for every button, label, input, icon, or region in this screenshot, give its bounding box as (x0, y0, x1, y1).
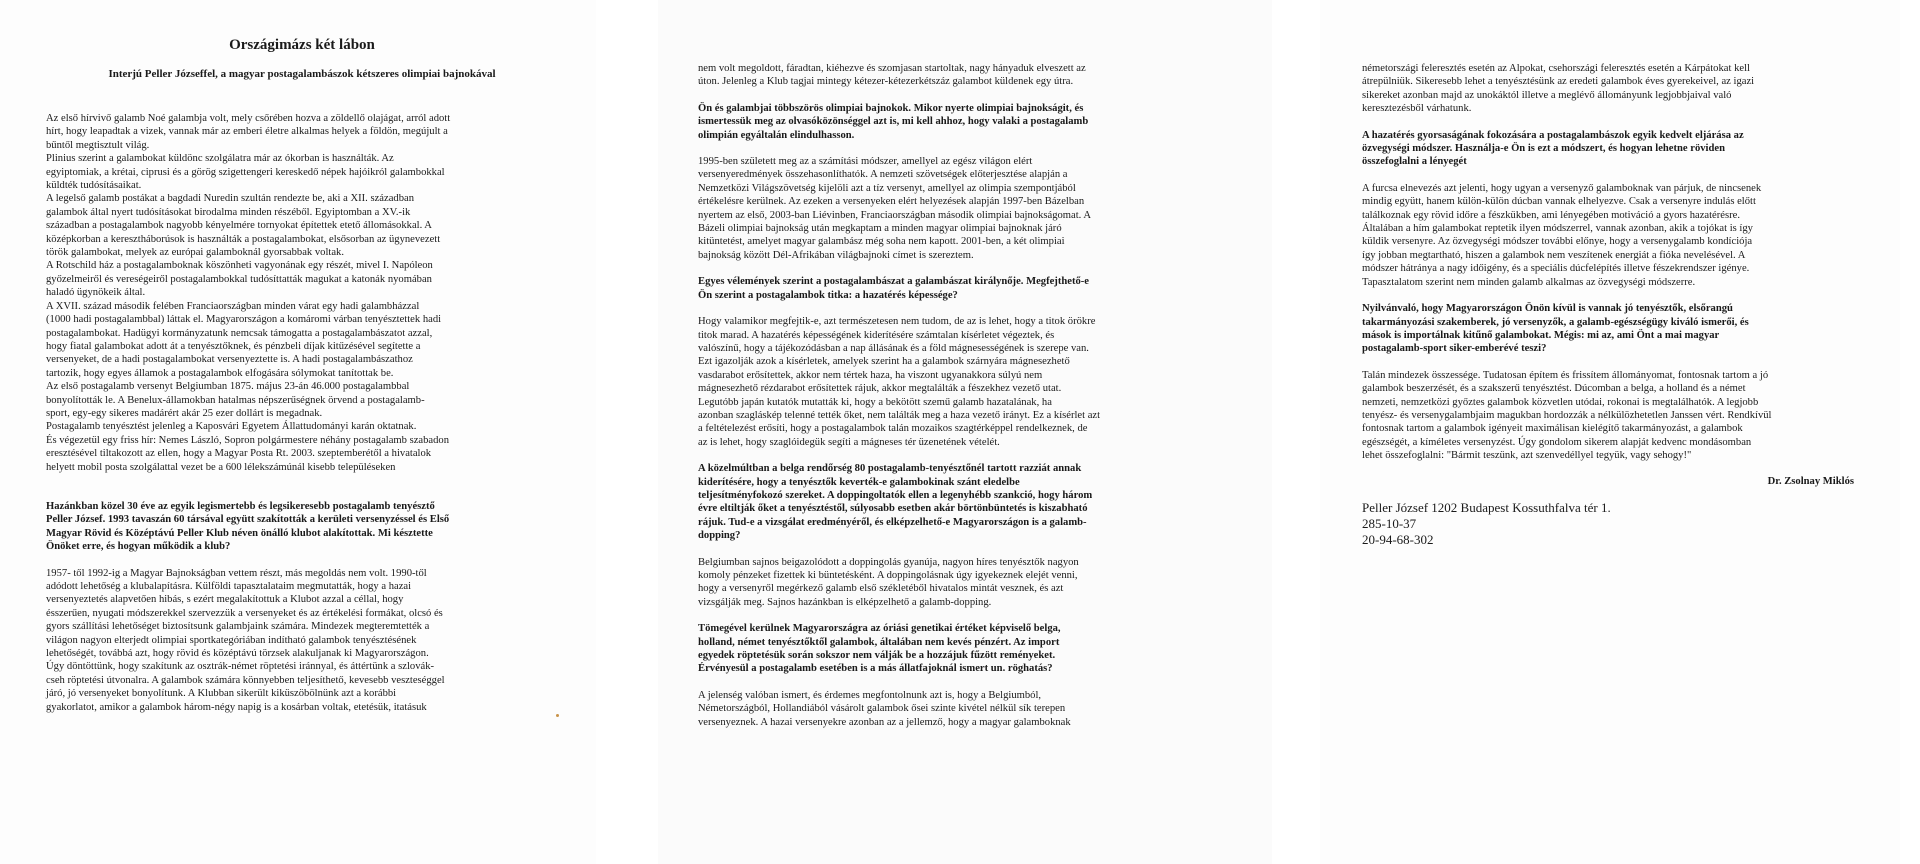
question-5: Tömegével kerülnek Magyarországra az óriási genetikai értéket képviselő belga, holland, német tenyésztőktől galambok, általában nem kevés pénzért. Az import egyedek röptetésük során sokszor nem válják be a hozzájuk fűzött reményeket. Érvényesül a postagalamb esetében is a más állatfajoknál ismert un. röghatás? (698, 623, 1061, 675)
answer-6: A furcsa elnevezés azt jelenti, hogy ugyan a versenyző galamboknak van párjuk, de nincsenek mindig együtt, hanem külön-külön dúcban vannak elhelyezve. Csak a versenyre indulás előtt találkoznak egy rövid időre a fészkükben, ami lényegében motiváció a gyors hazatérésre. Általában a hím galambokat reptetik ilyen módszerrel, vannak azonban, akik a tojókat is így küldik versenyre. Az özvegységi módszer további előnye, hogy a versenygalamb kondíciója így jobban megtartható, hiszen a galambok nem veszítenek energiát a fióka nevelésével. A módszer hátránya a nagy időigény, és a speciális dúcfelépítés illetve fészekrendszer igénye. Tapasztalatom szerint nem minden galamb alkalmas az özvegységi módszerre. (1362, 182, 1762, 288)
page-2 (658, 0, 1272, 864)
article-title: Országimázs két lábon (229, 37, 375, 53)
question-2: Ön és galambjai többszörös olimpiai bajnokok. Mikor nyerte olimpiai bajnokságit, és ismertessük meg az olvasóközönséggel azt is, mi kell ahhoz, hogy valaki a postagalamb olimpián egyáltalán elindulhasson. (698, 102, 1089, 141)
article-subtitle: Interjú Peller Józseffel, a magyar postagalambászok kétszeres olimpiai bajnokával (108, 68, 496, 80)
contact-block: Peller József 1202 Budapest Kossuthfalva tér 1. 285-10-37 20-94-68-302 (1362, 499, 1611, 547)
question-6: A hazatérés gyorsaságának fokozására a postagalambászok egyik kedvelt eljárása az özvegységi módszer. Használja-e Ön is ezt a módszert, és hogyan lehetne röviden összefoglalni a lényegét (1362, 129, 1744, 168)
answer-2: 1995-ben született meg az a számítási módszer, amellyel az egész világon elért versenyeredmények összehasonlíthatók. A nemzeti szövetségek előterjesztése alapján a Nemzetközi Világszövetség kijelöli azt a tíz versenyt, amellyel az olimpia szempontjából értékelésre kerülnek. Az ezeken a versenyeken elért helyezések alapján 1997-ben Bázelban nyertem az első, 2003-ban Liévinben, Franciaországban második olimpiai bajnokságomat. A Bázeli olimpiai bajnokság után megkaptam a minden magyar olimpiai bajnoknak járó kitüntetést, amelyet magyar galambász még soha nem kapott. 2001-ben, a két olimpiai bajnokság között Dél-Afrikában világbajnoki címet is szereztem. (698, 156, 1092, 261)
question-1: Hazánkban közel 30 éve az egyik legismertebb és legsikeresebb postagalamb tenyésztő Peller József. 1993 tavaszán 60 társával együtt szakították a kerületi versenyzéssel és Első Magyar Rövid és Középtávú Peller Klub néven önálló klubot alakítottak. Mi késztette Önöket erre, és hogyan működik a klub? (46, 500, 450, 553)
answer-1: 1957- től 1992-ig a Magyar Bajnokságban vettem részt, más megoldás nem volt. 1990-től adódott lehetőség a klubalapításra. Külföldi tapasztalataim megmutatták, hogy a hazai versenyeztetés alapvetően hibás, s ezért megalakítottuk a Klubot azzal a céllal, hogy ésszerűen, nyugati módszerekkel szervezzük a versenyeket és az értékelési formákat, olcsó és gyors szállítási lehetőséget biztosítsunk galambjaink számára. Mindezek megteremtették a világon nagyon elterjedt olimpiai sportkategóriában indítható galambok tenyésztésének lehetőségét, továbbá azt, hogy rövid és középtávú törzsek alakuljanak ki Magyarországon. Úgy döntöttünk, hogy szakítunk az osztrák-német röptetési iránnyal, és áttértünk a szlovák- cseh röptetési útvonalra. A galambok számára könnyebben teljesíthető, kevesebb veszteséggel járó, jó versenyeket bonyolítunk. A Klubban sikerült kiküszöbölnünk azt a korábbi gyakorlatot, amikor a galambok három-négy napig is a kosárban voltak, etetésük, itatásuk (46, 567, 445, 713)
answer-7: Talán mindezek összessége. Tudatosan építem és frissítem állományomat, fontosnak tartom a jó galambok beszerzését, és a szakszerű tenyésztést. Dúcomban a belga, a holland és a német nemzeti, nemzetközi győztes galambok közvetlen utódai, rokonai is megtalálhatók. A legjobb tenyész- és versenygalambjaim magukban hordozzák a nélkülözhetetlen Janssen vért. Rendkívül fontosnak tartom a galambok igényeit maximálisan kielégítő takarmányozást, a galambok egészségét, a kíméletes versenyzést. Úgy gondolom sikerem alapját kedvenc mondásomban lehet összefoglalni: "Bármit teszünk, azt szenvedéllyel tegyük, vagy sehogy!" (1362, 369, 1772, 462)
question-3: Egyes vélemények szerint a postagalambászat a galambászat királynője. Megfejthető-e Ön szerint a postagalambok titka: a hazatérés képessége? (698, 276, 1090, 301)
answer-1-continued: nem volt megoldott, fáradtan, kiéhezve és szomjasan startoltak, nagy hányaduk elveszett az úton. Jelenleg a Klub tagjai mintegy kétezer-kétezerkétszáz galambot küldenek egy útra. (698, 63, 1086, 88)
page-gap (1272, 0, 1320, 864)
question-4: A közelmúltban a belga rendőrség 80 postagalamb-tenyésztőnél tartott razziát annak kiderítésére, hogy a tenyésztők keverték-e galambokinak szánt eledelbe teljesítményfokozó szereket. A doppingoltatók ellen a legenyhébb szankció, hogy három évre eltiltják őket a tenyésztéstől, súlyosabb esetben akár börtönbüntetés is kiszabható rájuk. Tud-e a vizsgálat eredményéről, és elképzelhető-e Magyarországon is a galamb- dopping? (698, 463, 1093, 542)
page-gap (596, 0, 658, 864)
page-1 (0, 0, 596, 864)
scan-speck (556, 714, 559, 717)
answer-3: Hogy valamikor megfejtik-e, azt természetesen nem tudom, de az is lehet, hogy a titok örökre titok marad. A hazatérés képességének kiderítésére számtalan kísérletet végeztek, és valószínű, hogy a tájékozódásban a nap állásának és a föld mágnesességének is szerepe van. Ezt igazolják azok a kísérletek, amelyek szerint ha a galambok szárnyára mágnesezhető vasdarabot erősítettek, akkor nem tértek haza, ha viszont ugyanakkora súlyú nem mágnesezhető rézdarabot erősítettek rájuk, akkor megtalálták a fészekhez vezető utat. Legutóbb japán kutatók mutatták ki, hogy a bekötött szemű galamb hazatalának, ha azonban szagláskép telenné tették őket, nem találták meg a haza vezető irányt. Ez a kísérlet azt a feltételezést erősíti, hogy a postagalambok talán mozaikos szagtérképpel rendelkeznek, de az is lehet, hogy szaglóidegük segíti a mágneses tér üzenetének vételét. (698, 316, 1101, 448)
answer-5-continued: németországi feleresztés esetén az Alpokat, csehországi feleresztés esetén a Kárpátokat kell átrepülniük. Sikeresebb lehet a tenyésztésünk az eredeti galambok éves gyerekeivel, az igazi sikereket azonban majd az unokáktól illetve a meglévő állományunk legjobbjaival való keresztezésből várhatunk. (1362, 63, 1755, 115)
answer-5: A jelenség valóban ismert, és érdemes megfontolnunk azt is, hogy a Belgiumból, Németországból, Hollandiából vásárolt galambok ősei szinte kivétel nélkül sík terepen versenyeznek. A hazai versenyekre azonban az a jellemző, hogy a magyar galamboknak (698, 689, 1071, 728)
intro-paragraph: Az első hírvivő galamb Noé galambja volt, mely csőrében hozva a zöldellő olajágat, arról adott hírt, hogy leapadtak a vizek, vannak már az emberi életre alkalmas helyek a földön, megújult a bűntől megtisztult világ. Plinius szerint a galambokat küldönc szolgálatra már az ókorban is használták. Az egyiptomiak, a krétai, ciprusi és a görög szigettengeri kereskedő népek hajóikról galambokkal küldték tudósításaikat. A legelső galamb postákat a bagdadi Nuredin szultán rendezte be, aki a XII. században galambok által nyert tudósításokat birodalma minden részéből. Egyiptomban a XV.-ik században a postagalambok nagyobb kényelmére tornyokat építettek etető állomásokkal. A középkorban a keresztháborúsok is használták a postagalambokat, elsősorban az ügynevezett török galambokat, melyek az európai galamboknál gyorsabbak voltak. A Rotschild ház a postagalamboknak köszönheti vagyonának egy részét, mivel I. Napóleon győzelmeiről és vereségeiről postagalambokkal tudósíttatták magukat a katonák nyomában haladó ügynökeik által. A XVII. század második felében Franciaországban minden várat egy hadi galambházzal (1000 hadi postagalambbal) láttak el. Magyarországon a komáromi várban tenyésztettek hadi postagalambokat. Hadügyi kormányzatunk nemcsak támogatta a postagalambászatot azzal, hogy fiatal galambokat adott át a tenyésztőknek, és pénzbeli díjak kitűzésével segítette a versenyeket, de a hadi postagalambokat versenyeztette is. A hadi postagalambászathoz tartozik, hogy egyes államok a postagalambok elfogására sólymokat tanítottak be. Az első postagalamb versenyt Belgiumban 1875. május 23-án 46.000 postagalambbal bonyolították le. A Benelux-államokban hatalmas népszerűségnek örvend a postagalamb- sport, egy-egy sikeres madárért akár 25 ezer dollárt is megadnak. Postagalamb tenyésztést jelenleg a Kaposvári Egyetem Állattudományi karán oktatnak. És végezetül egy friss hír: Nemes László, Sopron polgármestere néhány postagalamb szabadon eresztésével tiltakozott az ellen, hogy a Magyar Posta Rt. 2003. szeptemberétől a hivatalok helyett mobil posta szolgálattal vezet be a 600 lélekszámúnál kisebb településeken (46, 113, 451, 473)
page-3 (1320, 0, 1900, 864)
question-7: Nyilvánvaló, hogy Magyarországon Önön kívül is vannak jó tenyésztők, elsőrangú takarmányozási szakemberek, jó versenyzők, a galamb-egészségügy kiváló ismerői, és mások is importálnak kitűnő galambokat. Mégis: mi az, ami Önt a mai magyar postagalamb-sport siker-emberévé teszi? (1362, 303, 1749, 355)
answer-4: Belgiumban sajnos beigazolódott a doppingolás gyanúja, nagyon híres tenyésztők nagyon komoly pénzeket fizettek ki büntetésként. A doppingolásnak úgy igyekeznek elejét venni, hogy a versenyről megérkező galamb első székletéből hivatalos mintát vesznek, és azt vizsgálják meg. Sajnos hazánkban is elképzelhető a galamb-dopping. (698, 556, 1079, 608)
author-signature: Dr. Zsolnay Miklós (1767, 475, 1854, 487)
